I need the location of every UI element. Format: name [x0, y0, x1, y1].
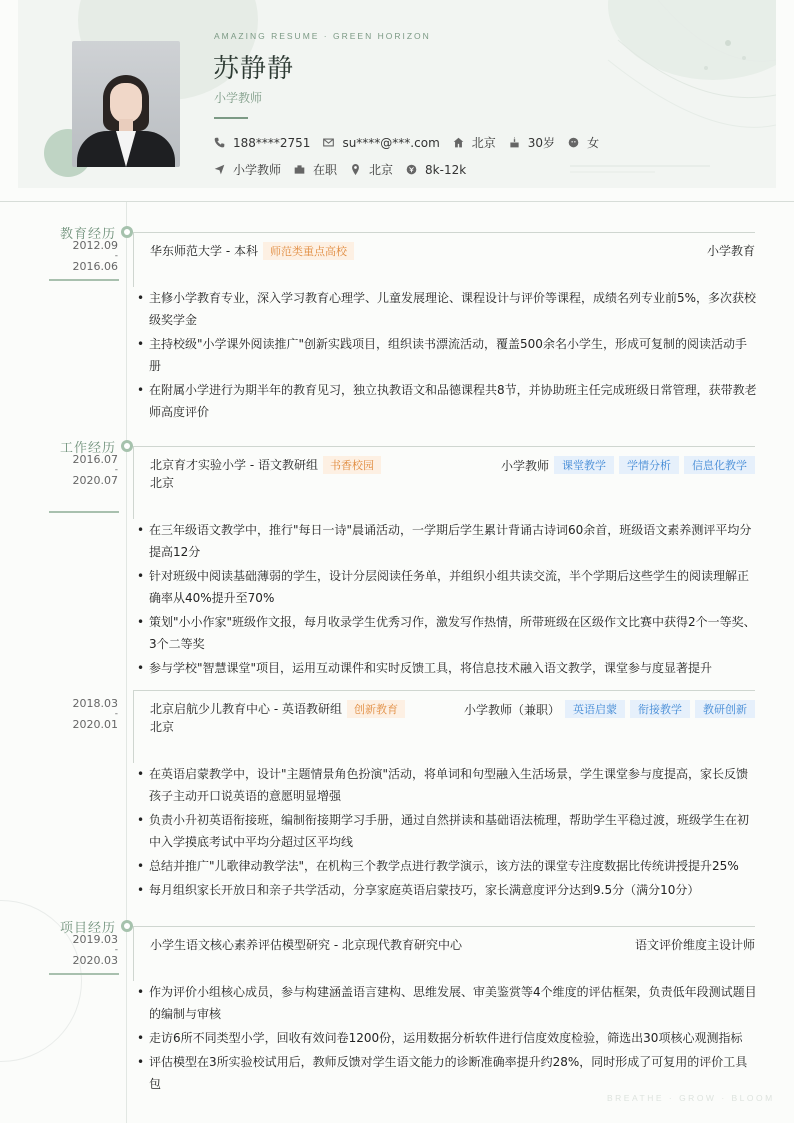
footer-watermark: BREATHE · GROW · BLOOM: [607, 1093, 775, 1103]
contact-phone[interactable]: 188****2751: [214, 136, 310, 150]
list-item: • 负责小升初英语衔接班，编制衔接期学习手册，通过自然拼读和基础语法梳理，帮助学生平稳过渡，班级学生在初中入学摸底考试中平均分超过区平均线: [137, 809, 757, 853]
contact-city: 北京: [453, 134, 496, 151]
entry-rule: [133, 690, 755, 691]
skill-tag: 学情分析: [619, 456, 679, 474]
location-pin-icon: [350, 164, 361, 175]
timeline-dot: [121, 226, 133, 238]
work-role-1: [501, 456, 755, 474]
education-major: 小学教育: [706, 244, 755, 258]
project-bullets: [137, 981, 757, 1097]
list-item: • 评估模型在3所实验校试用后，教师反馈对学生语文能力的诊断准确率提升约28%，同时形成了可复用的评价工具包: [137, 1051, 757, 1095]
intent-city: 北京: [350, 161, 393, 178]
skill-tag: 教研创新: [695, 700, 755, 718]
entry-vrule: [133, 690, 134, 763]
intent-row: [214, 161, 479, 178]
contact-age: 30岁: [509, 134, 555, 151]
work-bullets-2: [137, 763, 757, 903]
header-divider: [0, 201, 794, 202]
company-city: 北京: [150, 476, 175, 490]
section-underline: [49, 279, 119, 281]
list-item: • 策划"小小作家"班级作文报，每月收录学生优秀习作，激发写作热情，所带班级在区级作文比赛中获得2个一等奖、3个二等奖: [137, 611, 757, 655]
section-underline: [49, 511, 119, 513]
contact-gender: 女: [568, 134, 599, 151]
phone-icon: [214, 137, 225, 148]
list-item: • 主修小学教育专业，深入学习教育心理学、儿童发展理论、课程设计与评价等课程，成绩名列专业前5%，多次获校级奖学金: [137, 287, 757, 331]
skill-tag: 课堂教学: [554, 456, 614, 474]
project-role: 语文评价维度主设计师: [634, 938, 755, 952]
entry-rule: [133, 232, 755, 233]
candidate-name: 苏静静: [213, 54, 295, 84]
list-item: • 走访6所不同类型小学，回收有效问卷1200份，运用数据分析软件进行信度效度检验，筛选出30项核心观测指标: [137, 1027, 757, 1049]
header-tagline: AMAZING RESUME · GREEN HORIZON: [214, 31, 431, 41]
work-role-2: [464, 700, 755, 718]
contact-email[interactable]: su****@***.com: [323, 136, 439, 150]
timeline-dot: [121, 440, 133, 452]
job-title: 小学教师: [214, 91, 263, 105]
section-title-project: 项目经历: [60, 921, 117, 936]
list-item: • 在英语启蒙教学中，设计"主题情景角色扮演"活动，将单词和句型融入生活场景，学生课堂参与度提高，家长反馈孩子主动开口说英语的意愿明显增强: [137, 763, 757, 807]
company-name: 北京育才实验小学 - 语文教研组: [150, 458, 318, 472]
role-title: 小学教师: [500, 458, 549, 473]
mail-icon: [323, 137, 334, 148]
company-badge: 创新教育: [347, 700, 405, 718]
education-bullets: [137, 287, 757, 425]
entry-vrule: [133, 446, 134, 519]
intent-status: 在职: [294, 161, 337, 178]
salary-icon: [406, 164, 417, 175]
list-item: • 参与学校"智慧课堂"项目，运用互动课件和实时反馈工具，将信息技术融入语文教学，课堂参与度显著提升: [137, 657, 757, 679]
work-dates-1: 2016.07 - 2020.07: [72, 453, 118, 487]
briefcase-icon: [294, 164, 305, 175]
list-item: • 作为评价小组核心成员，参与构建涵盖语言建构、思维发展、审美鉴赏等4个维度的评估框架，负责低年段测试题目的编制与审核: [137, 981, 757, 1025]
section-title-work: 工作经历: [60, 441, 117, 456]
send-icon: [214, 164, 225, 175]
timeline-dot: [121, 920, 133, 932]
company-badge: 书香校园: [323, 456, 381, 474]
skill-tag: 信息化教学: [684, 456, 755, 474]
home-icon: [453, 137, 464, 148]
section-title-education: 教育经历: [60, 227, 117, 242]
work-bullets-1: [137, 519, 757, 681]
entry-vrule: [133, 232, 134, 287]
list-item: • 主持校级"小学课外阅读推广"创新实践项目，组织读书漂流活动，覆盖500余名小学生，形成可复制的阅读活动手册: [137, 333, 757, 377]
education-dates: 2012.09 - 2016.06: [72, 239, 118, 273]
list-item: • 在三年级语文教学中，推行"每日一诗"晨诵活动，一学期后学生累计背诵古诗词60余首，班级语文素养测评平均分提高12分: [137, 519, 757, 563]
skill-tag: 衔接教学: [630, 700, 690, 718]
project-dates: 2019.03 - 2020.03: [72, 933, 118, 967]
skill-tag: 英语启蒙: [565, 700, 625, 718]
intent-position: 小学教师: [214, 161, 281, 178]
list-item: • 总结并推广"儿歌律动教学法"，在机构三个教学点进行教学演示，该方法的课堂专注度数据比传统讲授提升25%: [137, 855, 757, 877]
cake-icon: [509, 137, 520, 148]
school-badge: 师范类重点高校: [263, 242, 354, 260]
timeline-guide: [126, 202, 127, 1123]
entry-rule: [133, 446, 755, 447]
list-item: • 在附属小学进行为期半年的教育见习，独立执教语文和品德课程共8节，并协助班主任完成班级日常管理，获带教老师高度评价: [137, 379, 757, 423]
entry-rule: [133, 926, 755, 927]
school-name: 华东师范大学 - 本科: [150, 244, 258, 258]
company-city: 北京: [150, 720, 175, 734]
list-item: • 针对班级中阅读基础薄弱的学生，设计分层阅读任务单，并组织小组共读交流，半个学期后这些学生的阅读理解正确率从40%提升至70%: [137, 565, 757, 609]
entry-vrule: [133, 926, 134, 981]
work-dates-2: 2018.03 - 2020.01: [72, 697, 118, 731]
avatar: [72, 41, 180, 167]
contact-row: [214, 134, 612, 151]
project-name: 小学生语文核心素养评估模型研究 - 北京现代教育研究中心: [150, 938, 462, 952]
gender-icon: [568, 137, 579, 148]
list-item: • 每月组织家长开放日和亲子共学活动，分享家庭英语启蒙技巧，家长满意度评分达到9.5分（满分10分）: [137, 879, 757, 901]
intent-salary: 8k-12k: [406, 163, 466, 177]
section-underline: [49, 973, 119, 975]
role-title: 小学教师（兼职）: [463, 702, 560, 717]
company-name: 北京启航少儿教育中心 - 英语教研组: [150, 702, 342, 716]
accent-rule: [214, 117, 248, 119]
